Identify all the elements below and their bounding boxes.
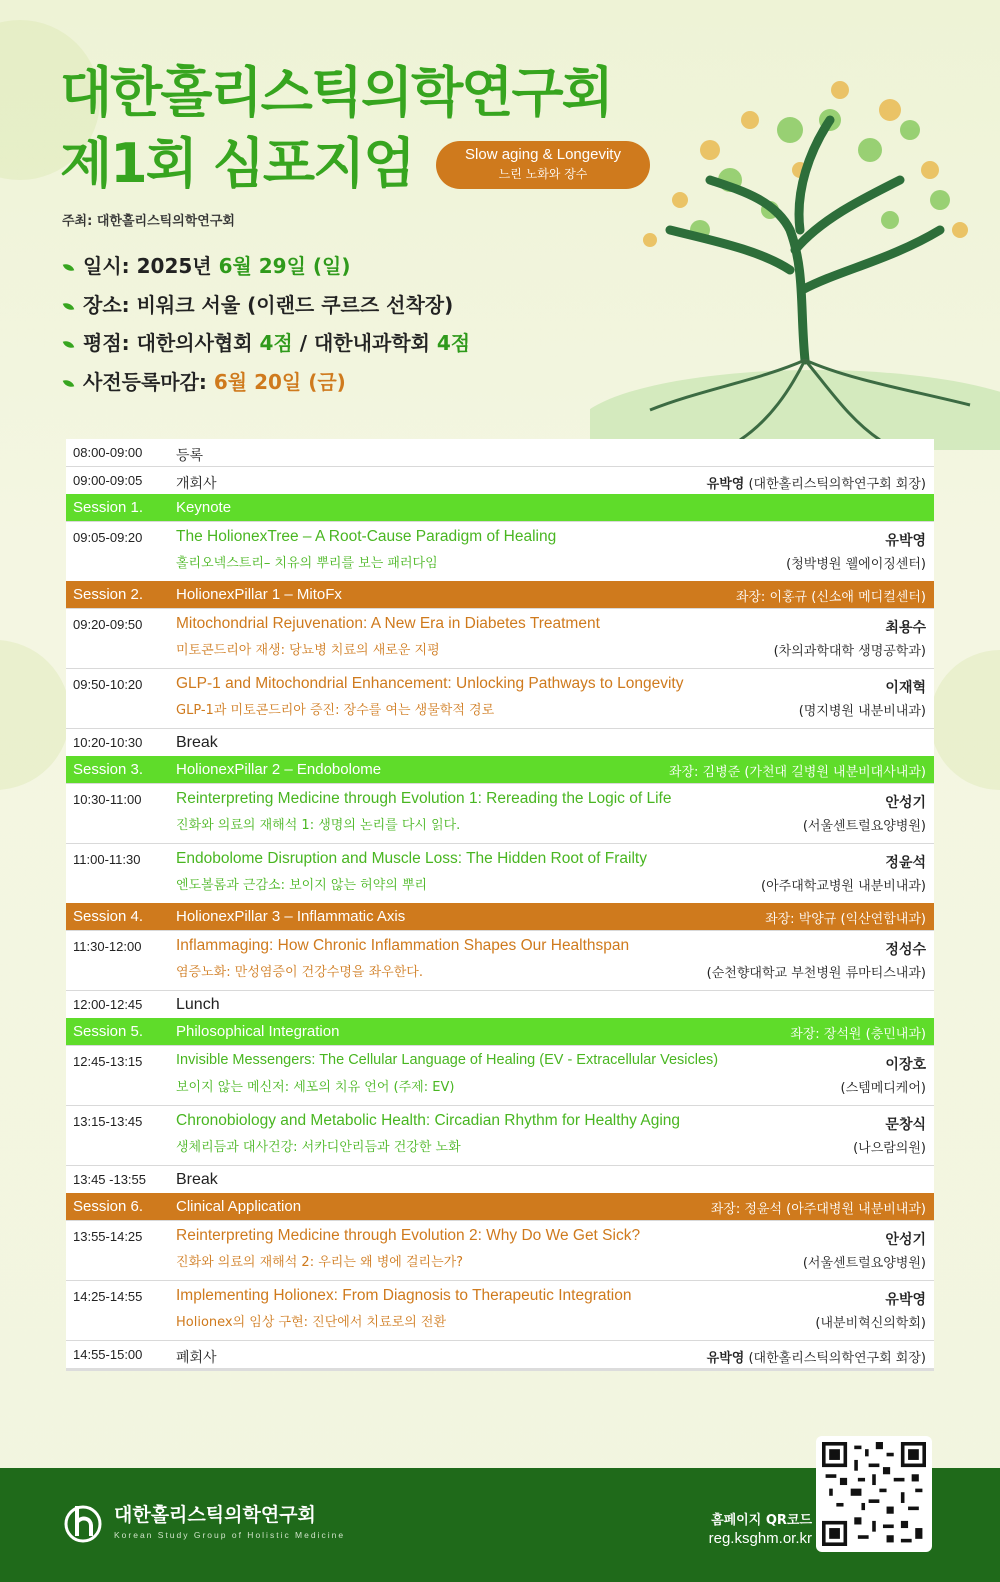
session-chair: 좌장: 장석원 (충민내과): [790, 1027, 926, 1042]
info-label: 장소:: [83, 293, 137, 317]
speaker-affiliation: (서울센트럴요양병원): [802, 819, 926, 834]
break-row: [66, 990, 934, 1018]
session-label: Session 3.: [73, 761, 144, 778]
info-highlight: 4점: [259, 331, 293, 355]
session-title: HolionexPillar 2 – Endobolome: [176, 761, 382, 778]
talk-row: [66, 1220, 934, 1280]
organization-name-en: Korean Study Group of Holistic Medicine: [114, 1530, 346, 1540]
info-label: 평점:: [83, 331, 137, 355]
session-header: [66, 1018, 934, 1045]
tagline-en: Slow aging & Longevity: [465, 146, 621, 163]
time-cell: 12:00-12:45: [73, 997, 143, 1012]
talk-title-en: GLP-1 and Mitochondrial Enhancement: Unlocking Pathways to Longevity: [176, 675, 684, 692]
talk-title-en: Chronobiology and Metabolic Health: Circadian Rhythm for Healthy Aging: [176, 1112, 681, 1129]
session-title: HolionexPillar 3 – Inflammatic Axis: [176, 908, 406, 925]
host-label: 주최: 대한홀리스틱의학연구회: [62, 214, 235, 229]
leaf-bullet-icon: [63, 378, 75, 390]
tagline-ko: 느린 노화와 장수: [498, 167, 588, 181]
talk-title-ko: 홀리오넥스트리– 치유의 뿌리를 보는 패러다임: [176, 556, 438, 571]
talk-title-en: Inflammaging: How Chronic Inflammation Shapes Our Healthspan: [176, 937, 630, 954]
speaker-name: 유박영: [885, 533, 926, 549]
time-cell: 14:25-14:55: [73, 1289, 143, 1304]
schedule-row: [66, 1340, 934, 1368]
talk-row: [66, 608, 934, 668]
session-label: Session 2.: [73, 586, 144, 603]
info-value: 비워크 서울 (이랜드 쿠르즈 선착장): [136, 293, 454, 317]
time-cell: 09:00-09:05: [73, 473, 143, 488]
session-header: [66, 581, 934, 608]
speaker-name: 유박영: [706, 477, 745, 492]
session-label: Session 4.: [73, 908, 144, 925]
speaker-name: 정성수: [885, 942, 926, 958]
talk-title-en: Implementing Holionex: From Diagnosis to Therapeutic Integration: [176, 1287, 632, 1304]
time-cell: 13:15-13:45: [73, 1114, 143, 1129]
talk-title-ko: Holionex의 임상 구현: 진단에서 치료로의 전환: [176, 1315, 447, 1330]
speaker-affiliation: (서울센트럴요양병원): [802, 1256, 926, 1271]
time-cell: 12:45-13:15: [73, 1054, 143, 1069]
session-label: Session 1.: [73, 499, 144, 516]
talk-title-en: Endobolome Disruption and Muscle Loss: The Hidden Root of Frailty: [176, 850, 647, 867]
talk-row: [66, 1105, 934, 1165]
time-cell: 08:00-09:00: [73, 445, 143, 460]
session-chair: 좌장: 김병준 (가천대 길병원 내분비대사내과): [668, 765, 926, 780]
qr-code[interactable]: [816, 1436, 932, 1552]
session-header: [66, 1193, 934, 1220]
talk-row: [66, 1280, 934, 1340]
session-title: Clinical Application: [176, 1198, 302, 1215]
talk-row: [66, 1045, 934, 1105]
time-cell: 11:30-12:00: [73, 939, 142, 954]
tagline-badge: [436, 141, 650, 189]
organization-logo-icon: [64, 1496, 102, 1546]
info-value: 2025년: [136, 254, 219, 278]
session-header: [66, 756, 934, 783]
talk-title-en: Reinterpreting Medicine through Evolution 1: Rereading the Logic of Life: [176, 790, 672, 807]
event-title-line1: 대한홀리스틱의학연구회: [60, 61, 612, 124]
speaker-affiliation: (나으람의원): [853, 1141, 926, 1156]
info-deadline: [64, 366, 346, 395]
talk-title-ko: GLP-1과 미토콘드리아 증진: 장수를 여는 생물학적 경로: [176, 703, 495, 718]
speaker-affiliation: (차의과학대학 생명공학과): [773, 644, 926, 659]
organization-name: 대한홀리스틱의학연구회: [114, 1504, 316, 1526]
qr-code-icon: [822, 1442, 926, 1546]
decor-circle: [930, 650, 1000, 790]
info-label: 사전등록마감:: [83, 370, 214, 394]
talk-title-en: The HolionexTree – A Root-Cause Paradigm of Healing: [176, 528, 557, 545]
talk-title-en: Reinterpreting Medicine through Evolution 2: Why Do We Get Sick?: [176, 1227, 641, 1244]
speaker-name: 최용수: [885, 620, 926, 636]
schedule-table: [66, 439, 934, 1371]
session-chair: 좌장: 이홍규 (신소애 메디컬센터): [735, 590, 926, 605]
speaker-cell: [707, 473, 926, 492]
speaker-name: 이장호: [885, 1057, 926, 1073]
talk-title-ko: 진화와 의료의 재해석 1: 생명의 논리를 다시 읽다.: [176, 818, 461, 833]
leaf-bullet-icon: [63, 301, 75, 313]
time-cell: 13:55-14:25: [73, 1229, 143, 1244]
homepage-url[interactable]: reg.ksghm.or.kr: [708, 1530, 812, 1547]
break-row: [66, 728, 934, 756]
time-cell: 10:20-10:30: [73, 735, 143, 750]
leaf-bullet-icon: [63, 262, 75, 274]
speaker-name: 이재혁: [885, 680, 926, 696]
speaker-name: 정윤석: [885, 855, 926, 871]
talk-row: [66, 521, 934, 581]
speaker-name: 안성기: [885, 795, 926, 811]
talk-row: [66, 930, 934, 990]
qr-label: 홈페이지 QR코드: [711, 1513, 812, 1528]
speaker-affiliation: (청박병원 웰에이징센터): [786, 557, 926, 572]
info-value: 대한의사협회: [136, 331, 260, 355]
session-title: HolionexPillar 1 – MitoFx: [176, 586, 342, 603]
speaker-affiliation: (명지병원 내분비내과): [798, 704, 926, 719]
leaf-bullet-icon: [63, 339, 75, 351]
info-credits: [64, 327, 470, 356]
speaker-affiliation: (스템메디케어): [840, 1081, 926, 1096]
info-highlight: 6월 29일 (일): [218, 254, 351, 278]
info-value: / 대한내과학회: [292, 331, 437, 355]
session-header: [66, 494, 934, 521]
speaker-name: 유박영: [885, 1292, 926, 1308]
talk-title-ko: 염증노화: 만성염증이 건강수명을 좌우한다.: [176, 965, 423, 980]
speaker-name: 문창식: [885, 1117, 926, 1133]
session-label: Session 5.: [73, 1023, 144, 1040]
program-cell: Lunch: [176, 996, 220, 1013]
time-cell: 14:55-15:00: [73, 1347, 143, 1362]
session-title: Philosophical Integration: [176, 1023, 340, 1040]
info-highlight: 4점: [436, 331, 471, 355]
talk-title-ko: 엔도볼롬과 근감소: 보이지 않는 허약의 뿌리: [176, 878, 428, 893]
speaker-affiliation: (아주대학교병원 내분비내과): [761, 879, 926, 894]
talk-row: [66, 843, 934, 903]
program-cell: 개회사: [176, 476, 217, 492]
time-cell: 10:30-11:00: [73, 792, 142, 807]
time-cell: 09:20-09:50: [73, 617, 143, 632]
speaker-name: 안성기: [885, 1232, 926, 1248]
event-title-line2: 제1회 심포지엄: [60, 132, 414, 195]
info-date: [64, 250, 350, 279]
schedule-row: [66, 439, 934, 466]
talk-title-en: Mitochondrial Rejuvenation: A New Era in Diabetes Treatment: [176, 615, 600, 632]
time-cell: 09:50-10:20: [73, 677, 143, 692]
time-cell: 11:00-11:30: [73, 852, 141, 867]
info-label: 일시:: [83, 254, 137, 278]
speaker-affiliation: (대한홀리스틱의학연구회 회장): [744, 477, 926, 492]
program-cell: 등록: [176, 448, 204, 464]
program-cell: Break: [176, 1171, 218, 1188]
time-cell: 13:45 -13:55: [73, 1172, 147, 1187]
session-header: [66, 903, 934, 930]
talk-row: [66, 668, 934, 728]
program-cell: Break: [176, 734, 218, 751]
info-highlight: 6월 20일 (금): [213, 370, 346, 394]
session-title: Keynote: [176, 499, 232, 516]
program-cell: 폐회사: [176, 1350, 217, 1366]
talk-title-ko: 보이지 않는 메신저: 세포의 치유 언어 (주제: EV): [176, 1080, 455, 1095]
time-cell: 09:05-09:20: [73, 530, 143, 545]
speaker-affiliation: (내분비혁신의학회): [815, 1316, 926, 1331]
session-label: Session 6.: [73, 1198, 144, 1215]
decor-circle: [0, 640, 70, 790]
speaker-affiliation: (순천향대학교 부천병원 류마티스내과): [706, 966, 926, 981]
speaker-affiliation: (대한홀리스틱의학연구회 회장): [744, 1351, 926, 1366]
tree-illustration: [590, 30, 1000, 450]
break-row: [66, 1165, 934, 1193]
talk-title-ko: 미토콘드리아 재생: 당뇨병 치료의 새로운 지평: [176, 643, 440, 658]
talk-title-ko: 생체리듬과 대사건강: 서카디안리듬과 건강한 노화: [176, 1140, 461, 1155]
talk-title-en: Invisible Messengers: The Cellular Language of Healing (EV - Extracellular Vesicles): [176, 1052, 719, 1068]
speaker-cell: [707, 1347, 926, 1366]
info-venue: [64, 289, 453, 318]
session-chair: 좌장: 박양규 (익산연합내과): [765, 912, 926, 927]
talk-title-ko: 진화와 의료의 재해석 2: 우리는 왜 병에 걸리는가?: [176, 1255, 464, 1270]
talk-row: [66, 783, 934, 843]
schedule-row: [66, 466, 934, 494]
speaker-name: 유박영: [706, 1351, 745, 1366]
session-chair: 좌장: 정윤석 (아주대병원 내분비내과): [710, 1202, 926, 1217]
